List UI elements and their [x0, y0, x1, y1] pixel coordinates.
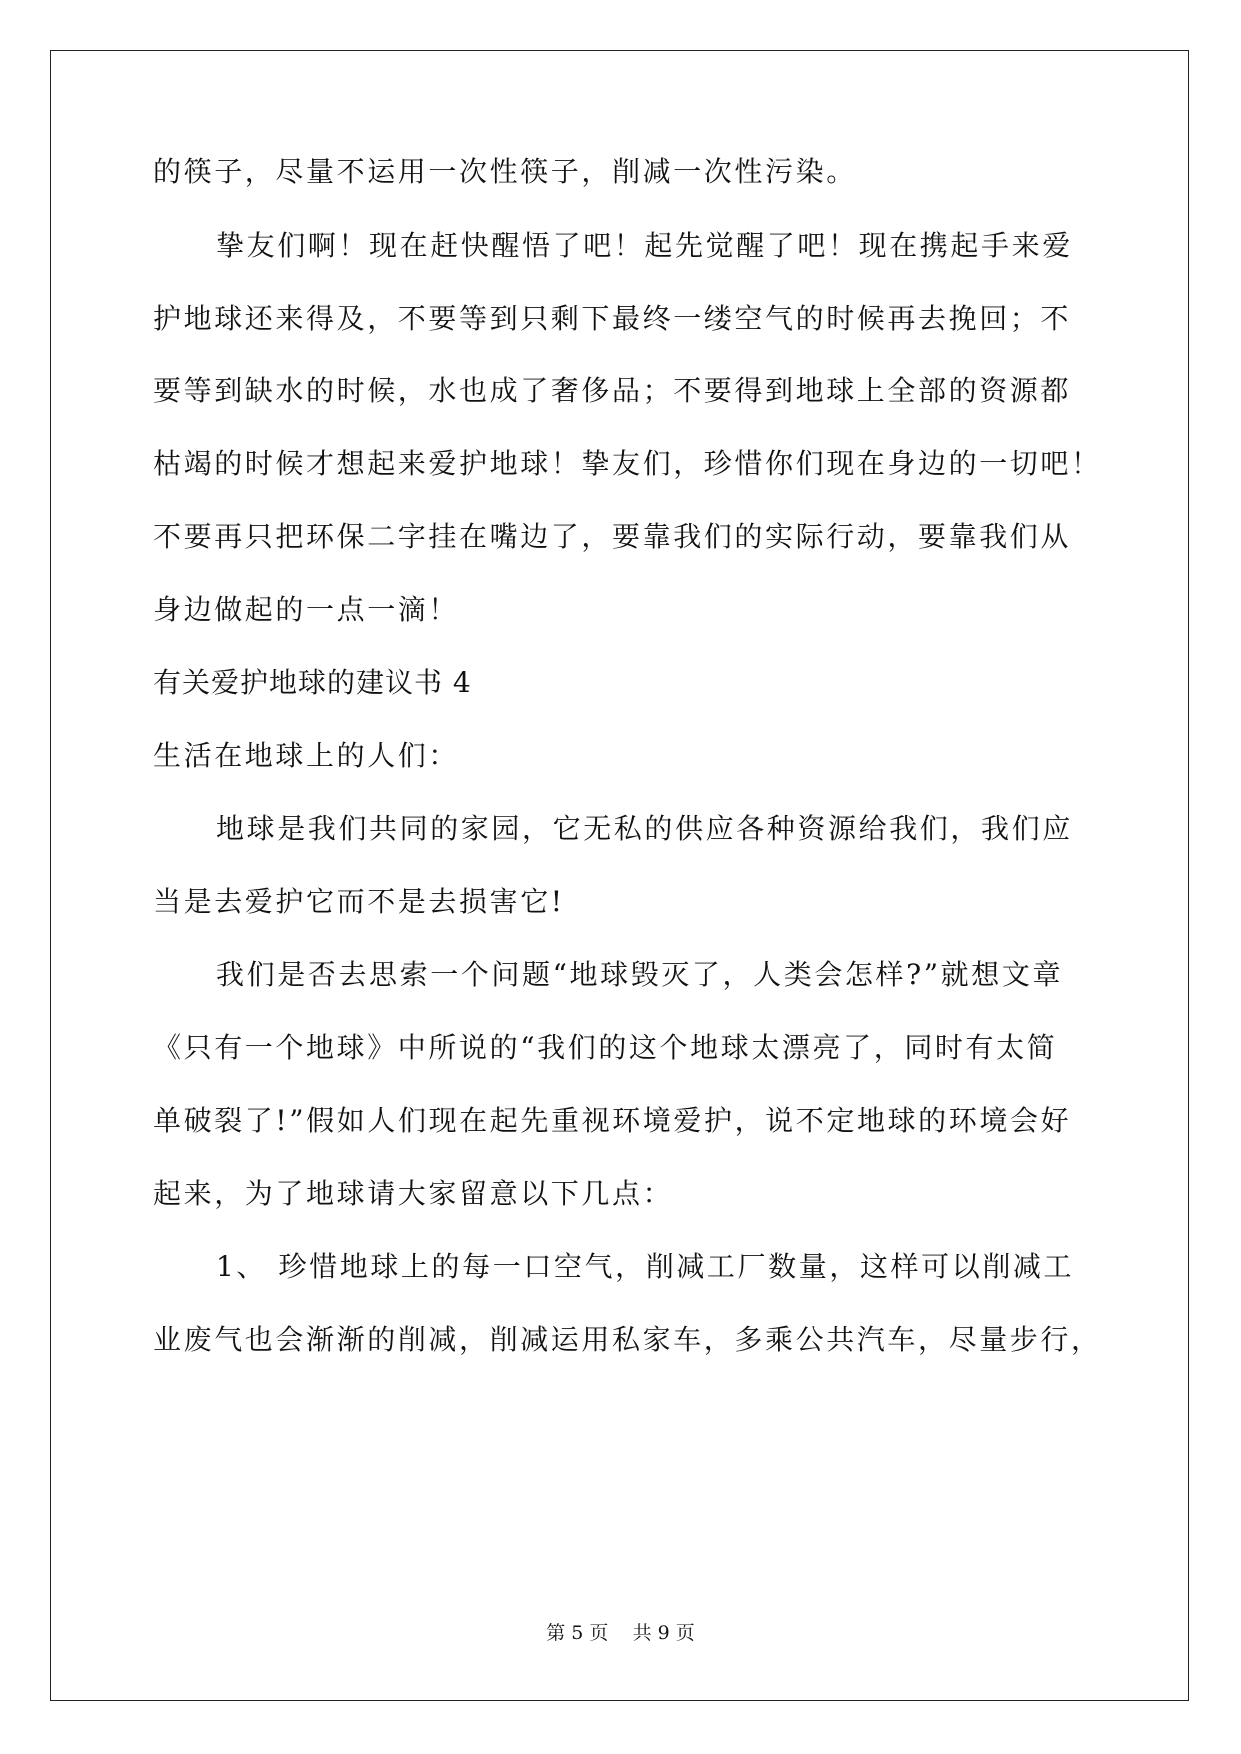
text-line: 我们是否去思索一个问题“地球毁灭了，人类会怎样?”就想文章 — [216, 958, 1064, 991]
text-line: 起来，为了地球请大家留意以下几点： — [153, 1177, 674, 1210]
text-line: 护地球还来得及，不要等到只剩下最终一缕空气的时候再去挽回；不 — [153, 302, 1072, 335]
section-heading: 有关爱护地球的建议书 4 — [153, 666, 472, 699]
page-number: 第 5 页 共 9 页 — [546, 1622, 695, 1644]
text-line: 的筷子，尽量不运用一次性筷子，削减一次性污染。 — [153, 155, 857, 188]
text-line: 枯竭的时候才想起来爱护地球！挚友们，珍惜你们现在身边的一切吧！ — [153, 447, 1102, 480]
text-line: 身边做起的一点一滴！ — [153, 593, 460, 626]
salutation: 生活在地球上的人们： — [153, 739, 460, 772]
text-line: 挚友们啊！现在赶快醒悟了吧！起先觉醒了吧！现在携起手来爱 — [216, 229, 1073, 262]
text-line: 单破裂了!”假如人们现在起先重视环境爱护，说不定地球的环境会好 — [153, 1104, 1072, 1137]
text-line: 当是去爱护它而不是去损害它! — [153, 885, 565, 918]
page-frame — [50, 50, 1189, 1701]
text-line: 不要再只把环保二字挂在嘴边了，要靠我们的实际行动，要靠我们从 — [153, 520, 1072, 553]
list-item: 1、 珍惜地球上的每一口空气，削减工厂数量，这样可以削减工 — [216, 1250, 1075, 1283]
text-line: 业废气也会渐渐的削减，削减运用私家车，多乘公共汽车，尽量步行， — [153, 1323, 1102, 1356]
text-line: 地球是我们共同的家园，它无私的供应各种资源给我们，我们应 — [216, 812, 1073, 845]
text-line: 《只有一个地球》中所说的“我们的这个地球太漂亮了，同时有太简 — [153, 1031, 1058, 1064]
text-line: 要等到缺水的时候，水也成了奢侈品；不要得到地球上全部的资源都 — [153, 374, 1072, 407]
